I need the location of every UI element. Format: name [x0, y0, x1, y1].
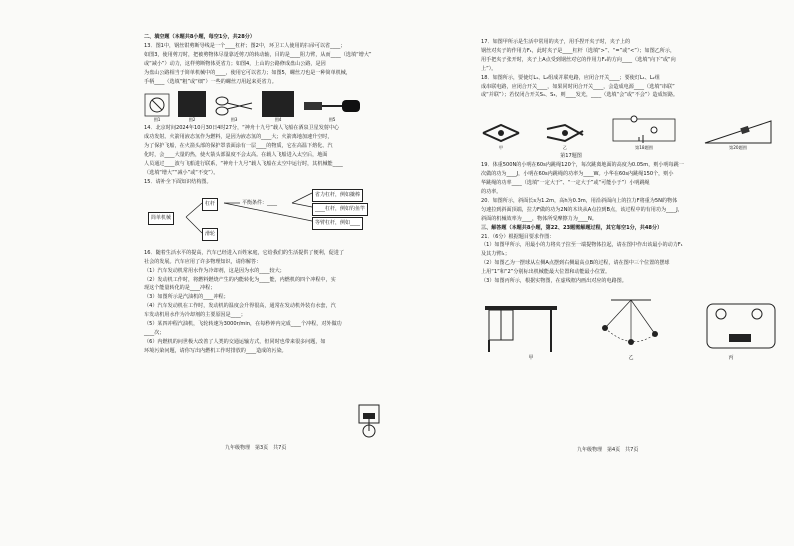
q16-line: （3）如图所示是汽油机的____冲程； — [144, 294, 229, 301]
question-21 — [481, 233, 781, 286]
q17-line: 钢丝对夹子的作用力F₁，此时夹子是____杠杆（选填“>”、“=”或“<”）；如图乙所示， — [481, 47, 676, 54]
figure-5 — [302, 95, 362, 123]
figure-caption-jia: 甲 — [528, 354, 534, 361]
question-15: 15．请补全下面知识结构图。 — [144, 178, 212, 185]
figure-caption-bing: 丙 — [728, 354, 734, 361]
engine-cylinder-image — [354, 403, 384, 439]
question-14 — [144, 124, 394, 177]
q19-line: 华跳绳的功率____（选填“一定大于”、“一定大于”或“可能小于”）小明跳绳 — [481, 180, 650, 187]
circuit-diagram — [609, 115, 679, 145]
lever-box: 杠杆 — [202, 198, 218, 211]
q14-line: 化时，会____大量的热，使火箭头部温度不会太高。在载人飞船进入太空后，地面 — [144, 152, 328, 159]
figure-caption: 第20题图 — [729, 145, 747, 151]
q20-line: 斜面的机械效率为____，物体所受摩擦力为____N。 — [481, 215, 597, 222]
right-column — [481, 38, 781, 363]
section-title: 二、填空题（本题共8小题，每空1分，共28分） — [144, 34, 255, 40]
screwdriver-image — [302, 95, 362, 117]
clip-image-open — [545, 119, 585, 145]
q21-line: 上用“1”和“2”分别标出机械能最大位置和动能最小位置。 — [481, 269, 611, 276]
q13-line: 手柄____（选填“粗”或“细”）一些的螺丝刀用起来更省力。 — [144, 78, 277, 85]
clip-figure-a — [481, 119, 521, 151]
question-19 — [481, 161, 781, 197]
question-18 — [481, 74, 781, 101]
q14-line: 为了保护飞船，在火箭头部的保护罩表面涂有一层____的物质，它在高温下熔化、汽 — [144, 143, 333, 150]
distance-saving-lever-box: ____杠杆，例如钓鱼竿 — [312, 203, 368, 216]
incline-diagram — [703, 115, 773, 145]
figure-3 — [214, 95, 254, 123]
figure-caption: 图4 — [274, 117, 282, 123]
left-page-footer: 九年级物理 第3页 共7页 — [225, 445, 287, 451]
q16-line: 车发动机用水作为冷却剂的主要原因是____； — [144, 312, 246, 319]
q14-line: 成功发射。火箭用液态氢作为燃料，是因为液态氢的____大；火箭离地加速升空时， — [144, 134, 333, 141]
incline-figure — [703, 115, 773, 151]
q16-line: 16．随着生活水平的提高，汽车已经进入百姓家庭，它给我们的生活提供了便利，促进了 — [144, 249, 345, 256]
q17-line: 17．如图甲所示是生活中常用的夹子，用手捏开夹子时，夹子上的 — [481, 39, 631, 45]
figure-2 — [178, 91, 206, 123]
q20-line: 20．如图所示，斜面长s为1.2m，高h为0.3m，用沿斜面向上的拉力F将重为5N的物体 — [481, 197, 678, 204]
equal-arm-lever-box: 等臂杠杆，例如____ — [312, 217, 363, 230]
fig17-caption: 第17题图 — [560, 153, 582, 160]
q16-line: 社会的发展。汽车应用了许多物理知识，请你解答： — [144, 258, 262, 265]
question-16 — [144, 249, 394, 356]
left-column — [144, 33, 394, 356]
figure-caption: 甲 — [498, 145, 504, 151]
q16-line: （5）某四冲程汽油机，飞轮转速为3000r/min，在每秒钟内完成____个冲程，对外做功 — [144, 321, 342, 328]
balance-condition: 平衡条件：____ — [242, 199, 278, 206]
q16-line: （1）汽车发动机常用水作为冷却剂，这是因为水的____较大； — [144, 267, 285, 274]
broom-photo — [178, 91, 206, 117]
physical-circuit-image — [701, 298, 781, 354]
mountain-road-photo — [262, 91, 294, 117]
scissors-image — [214, 95, 254, 117]
knowledge-structure-diagram — [144, 189, 394, 247]
q16-line: （6）内燃机的问世极大改善了人类的交通运输方式，但同时也带来很多问题，如 — [144, 338, 326, 345]
figure-4 — [262, 91, 294, 123]
q13-line: 为盘山公路相当于简单机械中的____，使用它可以省力；如图5，螺丝刀也是一种简单机械， — [144, 69, 351, 76]
q13-line: 13．图1中，钢丝钳剪断导线是一个____杠杆；图2中，环卫工人使用的扫帚可以省____； — [144, 42, 346, 49]
q21-captions — [481, 354, 781, 363]
pulley-box: 滑轮 — [202, 228, 218, 241]
q13-line: 如图3，使用剪刀时，把被剪物体尽量靠近剪刀的转动轴，目的是____阻力臂，从而____（选填“增大” — [144, 51, 372, 58]
clip-figure-b — [545, 119, 585, 151]
question-17 — [481, 38, 781, 74]
figure-caption: 图1 — [153, 117, 161, 123]
q21-line: 21．（6分）根据题目要求作图： — [481, 233, 555, 240]
pendulum-image — [591, 298, 671, 354]
q13-figures — [144, 89, 394, 123]
q21-line: （1）如图甲所示，用最小的力将夹子拉至一端提物体拉起，请在图中作出该最小的动力F₁ — [481, 242, 683, 249]
clip-image — [481, 119, 521, 145]
right-page-footer: 九年级物理 第4页 共7页 — [577, 447, 639, 453]
q16-line: 现这个能量转化的是____冲程； — [144, 285, 216, 292]
question-20 — [481, 197, 781, 224]
q18-line: 18．如图所示，要使灯L₁、L₂组成并联电路，应闭合开关____；要使灯L₁、L₂组 — [481, 74, 660, 81]
q20-line: 匀速拉到斜面顶端，拉力F做的功为2N的木块从A点拉到B点，该过程中的有用功为____J， — [481, 206, 683, 213]
q17-line: 上”）。 — [481, 65, 497, 72]
q21-line: （3）如图丙所示，根据实物图，在虚线框内画出对应的电路图。 — [481, 278, 627, 285]
circuit-figure — [609, 115, 679, 151]
q18-line: 成串联电路，应闭合开关____，如果同时闭合开关____，会造成电源____（选填“串联” — [481, 83, 675, 90]
q21-line: 及其力臂l₁； — [481, 251, 510, 258]
q13-line: 或“减小”）动力，这样剪断物体更省力；如图4，上山的公路修成盘山公路，是因 — [144, 60, 326, 67]
q14-line: （选填“增大”“减小”或“不变”）。 — [144, 169, 219, 176]
q16-line: （2）发动机工作时，将燃料燃烧产生的内能转化为____能，内燃机的四个冲程中，实 — [144, 276, 336, 283]
q19-line: 次做的功为____J，小明在60s内跳绳的功率为____W。小华在60s内跳绳150个，则小 — [481, 171, 674, 178]
q14-line: 人员通过____波与飞船进行联系，“神舟十九号”载人飞船在太空中运行时，其机械能____ — [144, 161, 343, 168]
figure-caption: 乙 — [562, 145, 568, 151]
figure-caption: 图2 — [188, 117, 196, 123]
table-lever-image — [481, 298, 561, 354]
q14-line: 14．北京时间2024年10月30日4时27分，“神舟十九号”载人飞船在酒泉卫星发射中心 — [144, 125, 340, 132]
q16-line: ____次； — [144, 329, 165, 336]
simple-machine-box: 简单机械 — [148, 212, 174, 225]
figure-caption: 图5 — [328, 117, 336, 123]
figure-caption: 第18题图 — [635, 145, 653, 151]
right-page — [397, 0, 794, 546]
question-13 — [144, 42, 394, 124]
figure-caption-yi: 乙 — [628, 354, 634, 361]
q18-line: 或“并联”）；若仅闭合开关S₁、S₃，则____发光，____（选填“会”或“不会”）造成短路。 — [481, 92, 679, 99]
q19-line: 19．体重500N的小明在60s内跳绳120个，每次跳离地面的高度为0.05m，则小明每跳一 — [481, 162, 684, 169]
labor-saving-lever-box: 省力杠杆，例如撬棒 — [312, 189, 363, 202]
figure-caption: 图3 — [230, 117, 238, 123]
q16-line: 环境污染问题，请你写出内燃机工作时排放的____造成的污染。 — [144, 347, 287, 354]
q17-line: 用手把夹子张开时，夹子上A点受到钢丝对它的作用力F₂的方向____（选填“向下”或“向 — [481, 56, 676, 63]
q16-line: （4）汽车发动机在工作时，发动机的温度会升得很高，通常在发动机外装有水套，汽 — [144, 303, 336, 310]
q21-figures — [481, 290, 781, 354]
pliers-sign-image — [144, 93, 170, 117]
q17-18-20-figures — [481, 103, 781, 151]
figure-1 — [144, 93, 170, 123]
q21-line: （2）如图乙为一摆球从左侧A点摆到右侧最高点B的过程，请在图中三个位置的摆球 — [481, 260, 670, 267]
q19-line: 的功率。 — [481, 188, 502, 195]
section-3-title: 三、解答题（本题共8小题，第22、23题需解题过程，其它每空1分，共48分） — [481, 224, 663, 231]
